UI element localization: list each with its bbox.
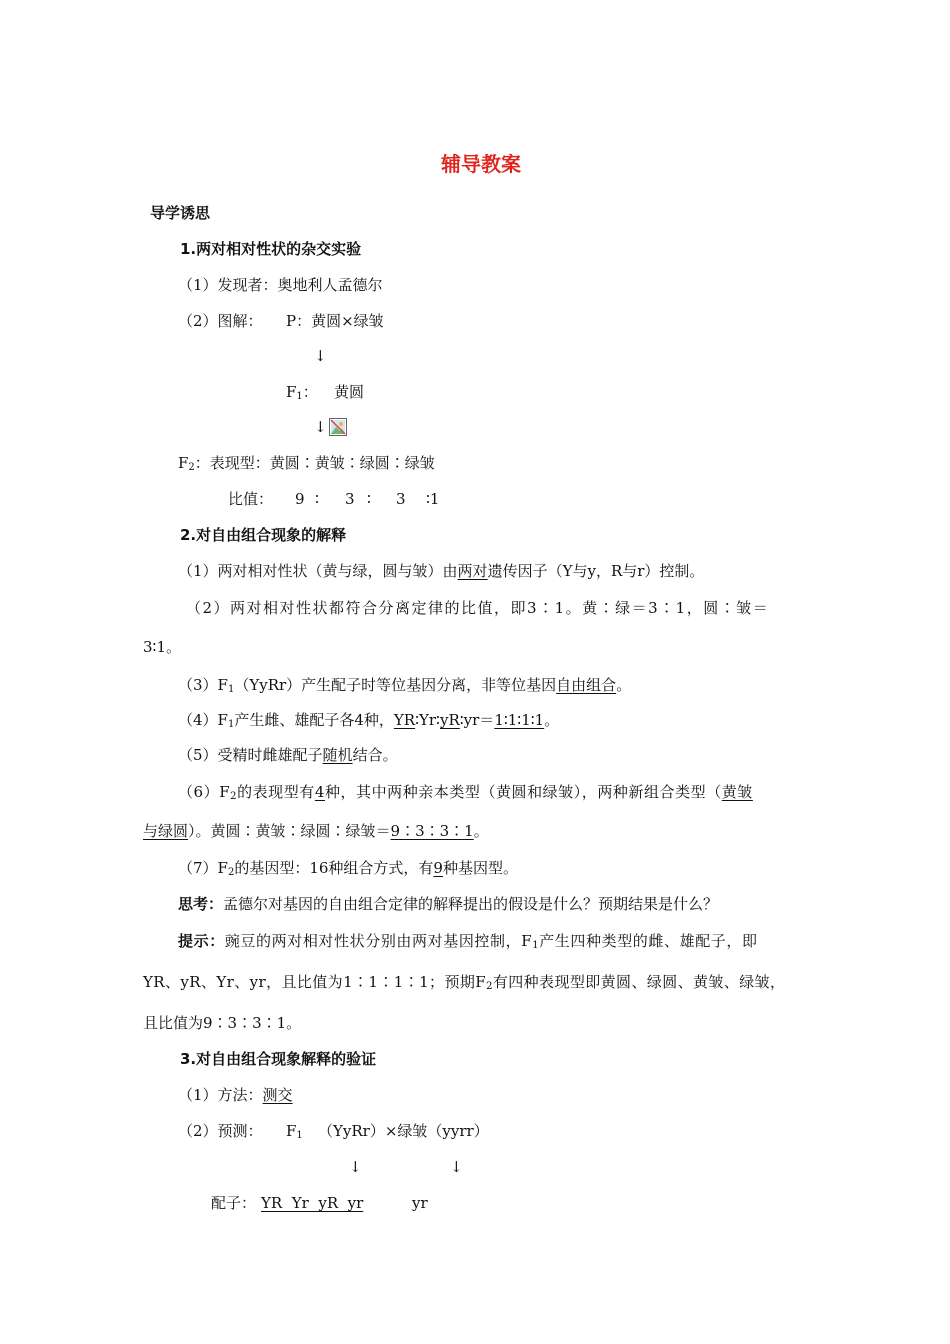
f2-phenotypes: ：表现型：黄圆∶黄皱∶绿圆∶绿皱 (194, 454, 435, 472)
subscript: 1 (227, 719, 235, 730)
s2-point-1 (178, 561, 704, 581)
broken-image-icon (329, 418, 347, 436)
text: 遗传因子（Y与y，R与r）控制。 (487, 562, 705, 580)
text: 种，其中两种亲本类型（黄圆和绿皱），两种新组合类型（ (324, 783, 722, 801)
text: 。 (473, 822, 489, 840)
underlined-answer: yR (439, 711, 460, 729)
arrow-down-icon: ↓ (349, 1158, 362, 1176)
ratio-value: 3 (396, 490, 406, 508)
underlined-answer: YR (393, 711, 416, 729)
text: 的基因型：16种组合方式，有 (234, 859, 434, 877)
s3-gamete-yyrr: yr (412, 1194, 428, 1212)
text: ∶yr＝ (459, 711, 495, 729)
f2-subscript: 2 (188, 462, 195, 473)
text: （1）两对相对性状（黄与绿，圆与皱）由 (178, 562, 458, 580)
underlined-answer: 9 (433, 859, 443, 877)
text: 的表现型有 (237, 783, 315, 801)
underlined-answer: 与绿圆 (143, 822, 189, 840)
text: （3）F (178, 676, 228, 694)
s2-point-7 (178, 858, 518, 878)
s2-heading: 2.对自由组合现象的解释 (180, 526, 347, 544)
ratio-value: 9 (295, 490, 305, 508)
s2-point-6-line-1 (178, 782, 753, 802)
subscript: 2 (486, 981, 493, 992)
ratio-value: ∶1 (426, 490, 440, 508)
subscript: 2 (227, 867, 235, 878)
underlined-answer: 测交 (262, 1086, 293, 1104)
s2-point-6-line-2 (143, 821, 489, 841)
text: 产生雌、雄配子各4种， (234, 711, 394, 729)
subscript: 2 (230, 791, 238, 802)
s1-ratio-label: 比值： (228, 490, 274, 508)
arrow-down-icon: ↓ (314, 347, 327, 365)
s2-point-4 (178, 710, 559, 730)
subscript: 1 (296, 1130, 303, 1141)
f1-subscript: 1 (296, 391, 303, 402)
f1-colon: ： (302, 383, 318, 401)
s3-predict-cross: （YyRr）×绿皱（yyrr） (318, 1122, 489, 1140)
section-heading: 导学诱思 (150, 204, 211, 222)
s2-think (178, 894, 718, 914)
text: （7）F (178, 859, 228, 877)
f1-label: F (286, 383, 297, 401)
s2-point-3 (178, 675, 631, 695)
s1-diagram-label: （2）图解： (178, 312, 263, 330)
text: 豌豆的两对相对性状分别由两对基因控制，F (224, 932, 533, 950)
s3-predict-label: （2）预测： (178, 1122, 263, 1140)
ratio-separator: ∶ (315, 490, 319, 508)
text: ）。黄圆∶黄皱∶绿圆∶绿皱＝ (188, 822, 391, 840)
page-title: 辅导教案 (441, 152, 521, 176)
text: （YyRr）产生配子时等位基因分离，非等位基因 (234, 676, 557, 694)
text: 结合。 (352, 746, 398, 764)
text: （1）方法： (178, 1086, 263, 1104)
arrow-down-icon: ↓ (314, 418, 327, 436)
s1-f1-line (286, 382, 318, 402)
f2-label: F (178, 454, 189, 472)
text: （5）受精时雌雄配子 (178, 746, 323, 764)
s1-arrow-2-row (314, 417, 347, 437)
underlined-answer: 随机 (322, 746, 353, 764)
s2-point-2-line-1: （2）两对相对性状都符合分离定律的比值，即3∶1。黄∶绿＝3∶1，圆∶皱＝ (186, 599, 770, 617)
underlined-answer: 两对 (457, 562, 488, 580)
underlined-answer: 9∶3∶3∶1 (390, 822, 474, 840)
s2-hint-line-3: 且比值为9∶3∶3∶1。 (143, 1014, 302, 1032)
text: 。 (544, 711, 560, 729)
s3-heading: 3.对自由组合现象解释的验证 (180, 1050, 377, 1068)
s2-hint-line-1 (178, 931, 758, 951)
s3-gametes-f1: YR Yr yR yr (261, 1194, 364, 1212)
think-text: 孟德尔对基因的自由组合定律的解释提出的假设是什么？预期结果是什么？ (223, 895, 719, 913)
text: 种基因型。 (442, 859, 518, 877)
s1-f2-line (178, 453, 435, 473)
text: 有四种表现型即黄圆、绿圆、黄皱、绿皱， (492, 973, 786, 991)
s2-point-5 (178, 745, 398, 765)
s1-discoverer: （1）发现者：奥地利人孟德尔 (178, 276, 383, 294)
s3-gamete-label: 配子： (211, 1194, 257, 1212)
text: （4）F (178, 711, 228, 729)
s1-f1-value: 黄圆 (334, 383, 365, 401)
s3-predict-f1 (286, 1121, 303, 1141)
ratio-separator: ∶ (367, 490, 371, 508)
subscript: 1 (532, 940, 540, 951)
underlined-answer: 4 (314, 783, 325, 801)
underlined-answer: 黄皱 (721, 783, 753, 801)
arrow-down-icon: ↓ (450, 1158, 463, 1176)
s2-point-2-line-2: 3∶1。 (143, 638, 181, 656)
s1-p-line: P：黄圆×绿皱 (286, 312, 384, 330)
text: F (286, 1122, 297, 1140)
text: 产生四种类型的雌、雄配子，即 (539, 932, 758, 950)
think-label: 思考： (178, 895, 224, 913)
text: ∶Yr∶ (415, 711, 440, 729)
s1-heading: 1.两对相对性状的杂交实验 (180, 240, 362, 258)
text: （6）F (178, 783, 231, 801)
text: 。 (616, 676, 632, 694)
text: YR、yR、Yr、yr，且比值为1∶1∶1∶1；预期F (143, 973, 487, 991)
subscript: 1 (227, 684, 235, 695)
underlined-answer: 自由组合 (556, 676, 617, 694)
s2-hint-line-2 (143, 972, 785, 992)
hint-label: 提示： (178, 932, 225, 950)
underlined-answer: 1∶1∶1∶1 (494, 711, 545, 729)
ratio-value: 3 (345, 490, 355, 508)
s3-method (178, 1085, 293, 1105)
